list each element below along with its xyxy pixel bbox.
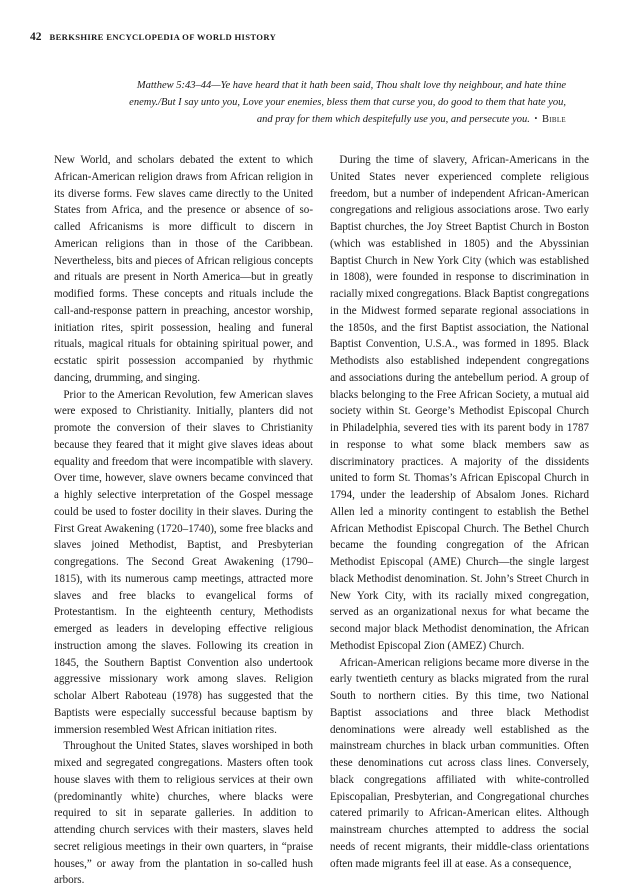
paragraph: African-American religions became more diverse in the early twentieth century as blacks migrated from the rural South to northern cities. By this time, two National Baptist associations and three black Methodist denominations were already well established as the mainstream churches in black urban communities. Often these denominations cut across class lines. Conversely, black congregations affiliated with white-controlled Episcopalian, Presbyterian, and Congregational churches catered primarily to African-American elites. Although mainstream churches attempted to address the social needs of recent migrants, their middle-class orientations often made migrants feel ill at ease. As a consequence,: [330, 656, 589, 870]
bullet-separator: •: [534, 114, 538, 124]
paragraph: During the time of slavery, African-Americans in the United States never experienced complete religious freedom, but a number of independent African-American congregations and religious associations arose. Two early Baptist churches, the Joy Street Baptist Church in Boston (which was established in 1805) and the Abyssinian Baptist Church in New York City (which was established in 1808), were founded in response to discrimination in racially mixed congregations. Black Baptist congregations in the Midwest formed separate regional associations in the 1850s, and the first Baptist association, the National Baptist Convention, U.S.A., was formed in 1895. Black Methodists also established independent congregations and associations during the antebellum period. A group of blacks belonging to the Free African Society, a mutual aid society within St. George’s Methodist Episcopal Church in Philadelphia, severed ties with its parent body in 1787 in response to what some black members saw as discriminatory practices. A majority of the dissidents united to form St. Thomas’s African Episcopal Church in 1794, under the leadership of Absalom Jones. Richard Allen led a minority contingent to establish the Bethel African Methodist Episcopal Church. The Bethel Church became the founding congregation of the African Methodist Episcopal (AME) Church—the single largest black Methodist denomination. St. John’s Street Church in New York City, with its racially mixed congregation, served as an organizational nexus for what became the second major black Methodist denomination, the African Methodist Episcopal Zion (AMEZ) Church.: [330, 154, 589, 652]
book-title: BERKSHIRE ENCYCLOPEDIA OF WORLD HISTORY: [49, 32, 277, 42]
epigraph: [120, 78, 566, 129]
left-column: [54, 152, 313, 889]
paragraph: New World, and scholars debated the extent to which African-American religion draws from African religion in its diverse forms. Few slaves came directly to the United States from Africa, and the presence or absence of so-called Africanisms is more difficult to discern in American religions than in those of the Caribbean. Nevertheless, bits and pieces of African religious concepts and rituals are present in North America—but in greatly modified forms. These concepts and rituals include the call-and-response pattern in preaching, ancestor worship, initiation rites, spirit possession, healing and funeral rituals, magical rituals for obtaining spiritual power, and ecstatic spirit possession accompanied by rhythmic dancing, drumming, and singing.: [54, 154, 313, 384]
paragraph: Prior to the American Revolution, few American slaves were exposed to Christianity. Initially, planters did not promote the conversion of their slaves to Christianity because they feared that it might give slaves ideas about equality and freedom that were incompatible with slavery. Over time, however, slave owners became convinced that a highly selective interpretation of the Gospel message could be used to foster docility in their slaves. During the First Great Awakening (1720–1740), some free blacks and slaves joined Methodist, Baptist, and Presbyterian congregations. The Second Great Awakening (1790–1815), with its numerous camp meetings, attracted more slaves and free blacks to evangelical forms of Protestantism. In the eighteenth century, Methodists emerged as leaders in developing effective religious instruction among the slaves. Following its creation in 1845, the Southern Baptist Convention also undertook aggressive missionary work among slaves. Religion scholar Albert Raboteau (1978) has suggested that the Baptists were especially successful because baptism by immersion resembled West African initiation rites.: [54, 388, 313, 736]
page-number: 42: [30, 31, 42, 43]
epigraph-quote: Matthew 5:43–44—Ye have heard that it hath been said, Thou shalt love thy neighbour, and hate thine enemy./But I say unto you, Love your enemies, bless them that curse you, do good to them that hate you, and pray for them which despitefully use you, and persecute you.: [129, 80, 566, 126]
right-column: [330, 152, 589, 872]
epigraph-source: Bible: [541, 114, 566, 126]
paragraph: Throughout the United States, slaves worshiped in both mixed and segregated congregations. Masters often took house slaves with them to religious services at their own (predominantly white) churches, where blacks were required to sit in separate galleries. In addition to attending church services with their masters, slaves held secret religious meetings in their own quarters, in “praise houses,” or away from the plantation in so-called hush arbors.: [54, 740, 313, 887]
running-head: [30, 30, 600, 44]
